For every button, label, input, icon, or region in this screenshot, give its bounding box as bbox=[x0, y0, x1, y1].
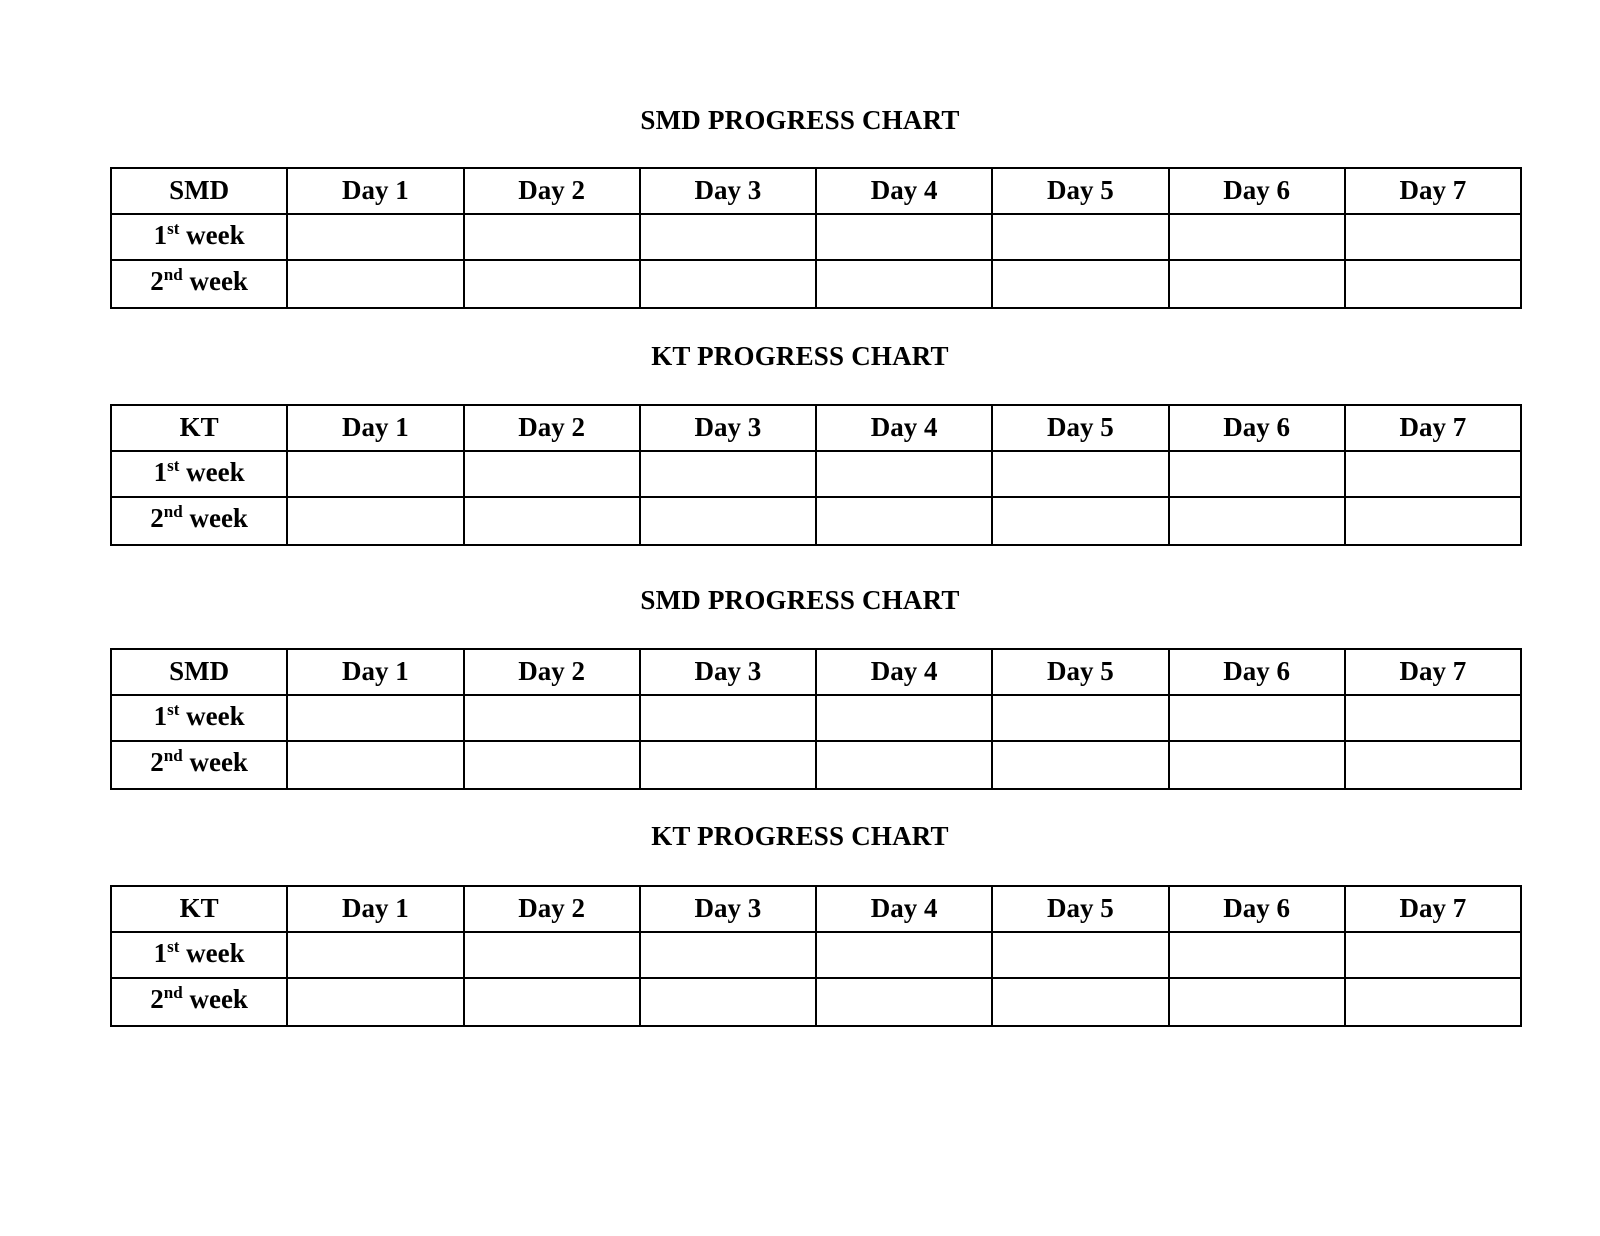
entry-cell[interactable] bbox=[287, 978, 463, 1026]
week-word: week bbox=[179, 457, 245, 487]
table-header-row bbox=[111, 886, 1521, 932]
entry-cell[interactable] bbox=[1345, 214, 1521, 260]
day-header-cell: Day 3 bbox=[640, 405, 816, 451]
entry-cell[interactable] bbox=[464, 695, 640, 741]
week-word: week bbox=[179, 938, 245, 968]
entry-cell[interactable] bbox=[816, 932, 992, 978]
week-word: week bbox=[182, 503, 248, 533]
progress-table bbox=[110, 885, 1522, 1027]
week-number: 1 bbox=[153, 938, 168, 968]
entry-cell[interactable] bbox=[992, 932, 1168, 978]
day-header-cell: Day 2 bbox=[464, 649, 640, 695]
entry-cell[interactable] bbox=[992, 741, 1168, 789]
week-number: 2 bbox=[150, 984, 164, 1014]
entry-cell[interactable] bbox=[1345, 695, 1521, 741]
week-label-cell bbox=[111, 695, 287, 741]
table-row bbox=[111, 932, 1521, 978]
week-number: 2 bbox=[150, 266, 164, 296]
week-number: 1 bbox=[153, 457, 168, 487]
week-number: 2 bbox=[150, 747, 164, 777]
week-number: 2 bbox=[150, 503, 164, 533]
table-row bbox=[111, 260, 1521, 308]
week-number: 1 bbox=[153, 220, 168, 250]
day-header-cell: Day 1 bbox=[287, 168, 463, 214]
day-header-cell: Day 7 bbox=[1345, 405, 1521, 451]
entry-cell[interactable] bbox=[640, 260, 816, 308]
day-header-cell: Day 7 bbox=[1345, 886, 1521, 932]
table-header-row bbox=[111, 168, 1521, 214]
progress-table bbox=[110, 167, 1522, 309]
table-row bbox=[111, 451, 1521, 497]
day-header-cell: Day 4 bbox=[816, 405, 992, 451]
entry-cell[interactable] bbox=[1345, 741, 1521, 789]
entry-cell[interactable] bbox=[1169, 451, 1345, 497]
entry-cell[interactable] bbox=[992, 695, 1168, 741]
corner-header-cell: SMD bbox=[111, 168, 287, 214]
chart-title: KT PROGRESS CHART bbox=[651, 341, 949, 371]
entry-cell[interactable] bbox=[464, 214, 640, 260]
day-header-cell: Day 6 bbox=[1169, 649, 1345, 695]
week-word: week bbox=[179, 701, 245, 731]
entry-cell[interactable] bbox=[1345, 497, 1521, 545]
entry-cell[interactable] bbox=[1169, 260, 1345, 308]
entry-cell[interactable] bbox=[640, 695, 816, 741]
chart-title: KT PROGRESS CHART bbox=[651, 821, 949, 851]
entry-cell[interactable] bbox=[816, 214, 992, 260]
table-header-row bbox=[111, 649, 1521, 695]
ordinal-suffix: st bbox=[167, 456, 180, 475]
entry-cell[interactable] bbox=[640, 932, 816, 978]
entry-cell[interactable] bbox=[1169, 741, 1345, 789]
entry-cell[interactable] bbox=[992, 497, 1168, 545]
entry-cell[interactable] bbox=[816, 695, 992, 741]
entry-cell[interactable] bbox=[287, 451, 463, 497]
ordinal-suffix: nd bbox=[163, 746, 183, 765]
entry-cell[interactable] bbox=[287, 260, 463, 308]
day-header-cell: Day 3 bbox=[640, 168, 816, 214]
week-number: 1 bbox=[153, 701, 168, 731]
entry-cell[interactable] bbox=[640, 741, 816, 789]
day-header-cell: Day 3 bbox=[640, 886, 816, 932]
week-label-cell bbox=[111, 741, 287, 789]
progress-table bbox=[110, 648, 1522, 790]
day-header-cell: Day 5 bbox=[992, 649, 1168, 695]
entry-cell[interactable] bbox=[287, 695, 463, 741]
entry-cell[interactable] bbox=[464, 451, 640, 497]
progress-table bbox=[110, 404, 1522, 546]
day-header-cell: Day 5 bbox=[992, 168, 1168, 214]
day-header-cell: Day 2 bbox=[464, 405, 640, 451]
day-header-cell: Day 5 bbox=[992, 405, 1168, 451]
entry-cell[interactable] bbox=[992, 214, 1168, 260]
entry-cell[interactable] bbox=[1169, 978, 1345, 1026]
entry-cell[interactable] bbox=[992, 451, 1168, 497]
entry-cell[interactable] bbox=[992, 260, 1168, 308]
entry-cell[interactable] bbox=[287, 497, 463, 545]
entry-cell[interactable] bbox=[287, 741, 463, 789]
day-header-cell: Day 4 bbox=[816, 168, 992, 214]
ordinal-suffix: st bbox=[167, 700, 180, 719]
entry-cell[interactable] bbox=[1169, 214, 1345, 260]
day-header-cell: Day 6 bbox=[1169, 168, 1345, 214]
entry-cell[interactable] bbox=[816, 741, 992, 789]
entry-cell[interactable] bbox=[1345, 451, 1521, 497]
chart-title: SMD PROGRESS CHART bbox=[640, 105, 960, 135]
chart-title: SMD PROGRESS CHART bbox=[640, 585, 960, 615]
day-header-cell: Day 6 bbox=[1169, 405, 1345, 451]
day-header-cell: Day 7 bbox=[1345, 649, 1521, 695]
entry-cell[interactable] bbox=[816, 978, 992, 1026]
week-word: week bbox=[179, 220, 245, 250]
entry-cell[interactable] bbox=[464, 497, 640, 545]
ordinal-suffix: nd bbox=[163, 983, 183, 1002]
corner-header-cell: KT bbox=[111, 405, 287, 451]
table-row bbox=[111, 497, 1521, 545]
week-word: week bbox=[182, 266, 248, 296]
ordinal-suffix: nd bbox=[163, 265, 183, 284]
week-label-cell bbox=[111, 978, 287, 1026]
table-row bbox=[111, 214, 1521, 260]
day-header-cell: Day 5 bbox=[992, 886, 1168, 932]
table-header-row bbox=[111, 405, 1521, 451]
entry-cell[interactable] bbox=[1169, 695, 1345, 741]
corner-header-cell: KT bbox=[111, 886, 287, 932]
ordinal-suffix: nd bbox=[163, 502, 183, 521]
entry-cell[interactable] bbox=[1345, 932, 1521, 978]
day-header-cell: Day 1 bbox=[287, 405, 463, 451]
day-header-cell: Day 6 bbox=[1169, 886, 1345, 932]
day-header-cell: Day 1 bbox=[287, 649, 463, 695]
entry-cell[interactable] bbox=[640, 978, 816, 1026]
corner-header-cell: SMD bbox=[111, 649, 287, 695]
day-header-cell: Day 4 bbox=[816, 649, 992, 695]
day-header-cell: Day 4 bbox=[816, 886, 992, 932]
entry-cell[interactable] bbox=[640, 497, 816, 545]
ordinal-suffix: st bbox=[167, 937, 180, 956]
ordinal-suffix: st bbox=[167, 219, 180, 238]
entry-cell[interactable] bbox=[287, 214, 463, 260]
entry-cell[interactable] bbox=[816, 260, 992, 308]
entry-cell[interactable] bbox=[992, 978, 1168, 1026]
entry-cell[interactable] bbox=[816, 451, 992, 497]
entry-cell[interactable] bbox=[464, 741, 640, 789]
entry-cell[interactable] bbox=[1345, 260, 1521, 308]
entry-cell[interactable] bbox=[464, 932, 640, 978]
week-word: week bbox=[182, 984, 248, 1014]
entry-cell[interactable] bbox=[287, 932, 463, 978]
week-label-cell bbox=[111, 497, 287, 545]
entry-cell[interactable] bbox=[640, 214, 816, 260]
entry-cell[interactable] bbox=[1345, 978, 1521, 1026]
table-row bbox=[111, 741, 1521, 789]
entry-cell[interactable] bbox=[816, 497, 992, 545]
entry-cell[interactable] bbox=[1169, 497, 1345, 545]
entry-cell[interactable] bbox=[640, 451, 816, 497]
table-row bbox=[111, 978, 1521, 1026]
week-label-cell bbox=[111, 214, 287, 260]
week-word: week bbox=[182, 747, 248, 777]
entry-cell[interactable] bbox=[1169, 932, 1345, 978]
day-header-cell: Day 3 bbox=[640, 649, 816, 695]
day-header-cell: Day 1 bbox=[287, 886, 463, 932]
entry-cell[interactable] bbox=[464, 978, 640, 1026]
day-header-cell: Day 2 bbox=[464, 886, 640, 932]
week-label-cell bbox=[111, 451, 287, 497]
day-header-cell: Day 7 bbox=[1345, 168, 1521, 214]
table-row bbox=[111, 695, 1521, 741]
week-label-cell bbox=[111, 932, 287, 978]
entry-cell[interactable] bbox=[464, 260, 640, 308]
week-label-cell bbox=[111, 260, 287, 308]
day-header-cell: Day 2 bbox=[464, 168, 640, 214]
